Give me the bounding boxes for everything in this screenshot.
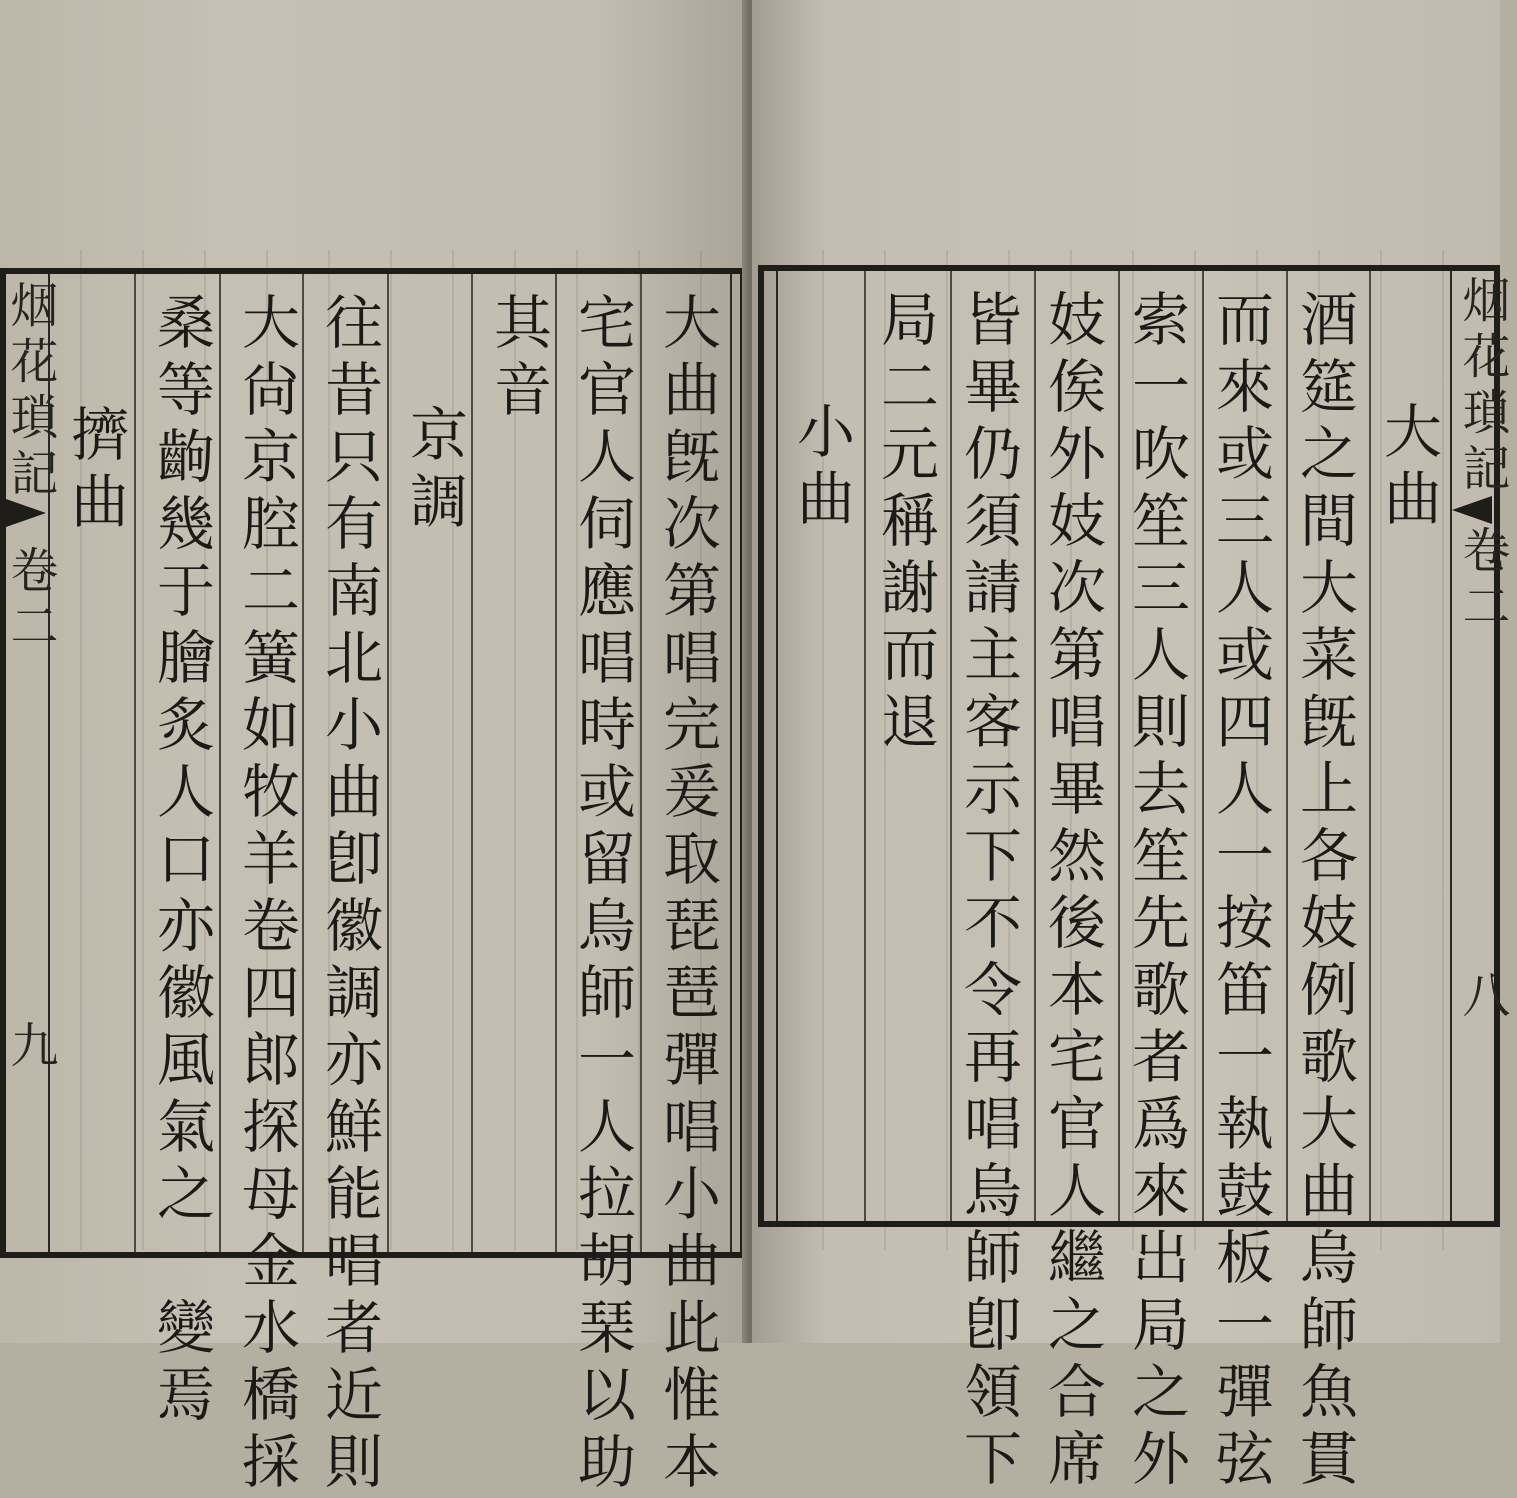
section-heading-daqu: 大曲 (1374, 401, 1442, 535)
text-column-7: 桑等齣幾于膾炙人口亦徽風氣之一變焉 (147, 292, 215, 1431)
left-margin-book-title: 烟花瑣記 (2, 280, 58, 504)
right-page-border (758, 265, 1500, 1495)
left-margin-juan: 卷二 (2, 545, 58, 657)
section-heading-xiaoqu: 小曲 (787, 401, 855, 535)
text-column-6: 大尙京腔二簧如牧羊卷四郎探母金水橋採 (232, 292, 300, 1498)
section-heading-jingdiao: 京調 (400, 404, 468, 538)
text-column-1: 大曲旣次第唱完爰取琵琶彈唱小曲此惟本 (653, 292, 721, 1498)
left-page-border (0, 268, 746, 1498)
fish-tail-mark (1452, 496, 1492, 524)
text-column-2: 酒筵之間大菜旣上各妓例歌大曲烏師魚貫 (1290, 289, 1358, 1495)
text-column-5: 妓俟外妓次第唱畢然後本宅官人繼之合席 (1038, 289, 1106, 1495)
text-column-6: 皆畢仍須請主客示下不令再唱烏師卽領下 (954, 289, 1022, 1495)
left-margin-page-number: 九 (2, 1020, 58, 1076)
text-column-3: 而來或三人或四人一按笛一執鼓板一彈弦 (1206, 289, 1274, 1495)
right-margin-page-number: 八 (1454, 970, 1510, 1026)
right-margin-juan: 卷二 (1454, 525, 1510, 637)
text-column-2: 宅官人伺應唱時或留烏師一人拉胡琹以助 (568, 292, 636, 1498)
text-column-4: 索一吹笙三人則去笙先歌者爲來出局之外 (1122, 289, 1190, 1495)
right-margin-book-title: 烟花瑣記 (1454, 275, 1510, 499)
text-column-7: 局二元稱謝而退 (871, 289, 939, 758)
text-column-3: 其音 (484, 292, 552, 426)
section-heading-jiqu: 擠曲 (61, 404, 129, 538)
right-page (752, 0, 1510, 1495)
left-page (0, 0, 748, 1498)
text-column-5: 往昔只有南北小曲卽徽調亦鮮能唱者近則 (315, 292, 383, 1498)
